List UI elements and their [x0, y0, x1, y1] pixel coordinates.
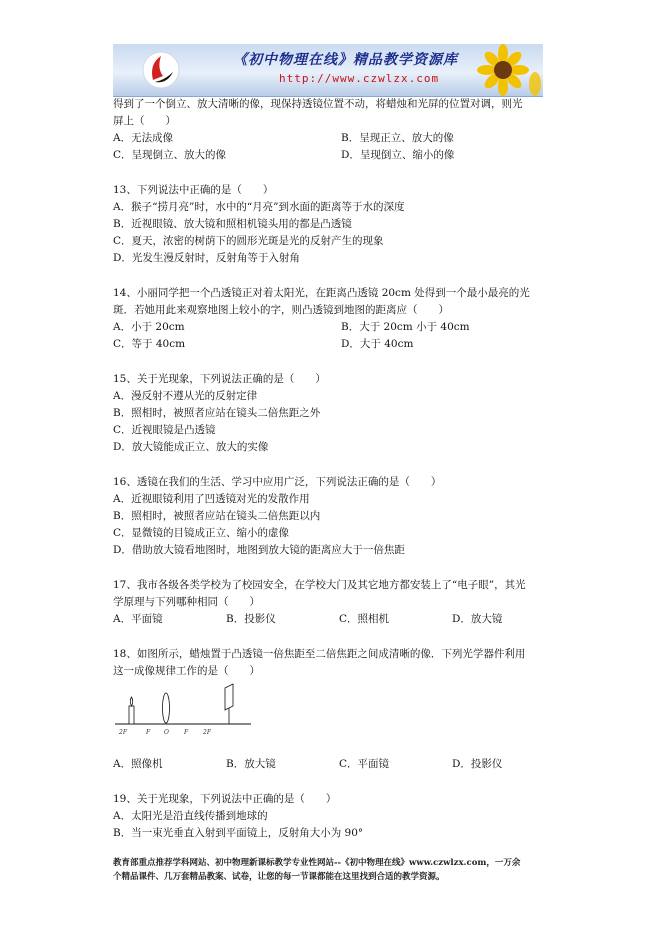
- banner-url: http://www.czwlzx.com: [279, 72, 440, 85]
- footer-line: 教育部重点推荐学科网站、初中物理新课标教学专业性网站--《初中物理在线》www.czwlzx.com，一万余: [113, 858, 521, 868]
- option-a: A．照像机: [113, 758, 163, 770]
- option-d: D．光发生漫反射时，反射角等于入射角: [113, 252, 300, 264]
- header-banner: [113, 44, 543, 97]
- screen-icon: [225, 684, 233, 724]
- option-c: C．显微镜的目镜成正立、缩小的虚像: [113, 527, 290, 539]
- option-a: A．近视眼镜利用了凹透镜对光的发散作用: [113, 493, 310, 505]
- convex-lens-icon: [163, 693, 170, 723]
- option-b: B．放大镜: [226, 758, 276, 770]
- question-12-tail: [113, 96, 575, 164]
- option-c: C．夏天，浓密的树荫下的圆形光斑是光的反射产生的现象: [113, 235, 384, 247]
- question-stem-line: 斑．若她用此来观察地图上较小的字，则凸透镜到地图的距离应（ ）: [113, 304, 449, 316]
- question-stem-line: 18、如图所示，蜡烛置于凸透镜一倍焦距至二倍焦距之间成清晰的像．下列光学器件利用: [113, 648, 526, 660]
- option-a: A．猴子“捞月亮”时，水中的“月亮”到水面的距离等于水的深度: [113, 201, 405, 213]
- question-16: [113, 474, 575, 559]
- option-d: D．大于 40cm: [341, 338, 414, 350]
- option-b: B．大于 20cm 小于 40cm: [341, 321, 470, 333]
- option-a: A．太阳光是沿直线传播到地球的: [113, 810, 268, 822]
- figure-label-f: F: [146, 729, 151, 736]
- sunflower-icon: [463, 44, 543, 96]
- question-stem-line: 屏上（ ）: [113, 115, 176, 127]
- option-a: A．小于 20cm: [113, 321, 185, 333]
- option-a: A．漫反射不遵从光的反射定律: [113, 390, 258, 402]
- question-stem: 15、关于光现象，下列说法正确的是（ ）: [113, 373, 326, 385]
- option-a: A．无法成像: [113, 132, 174, 144]
- option-d: D．投影仪: [452, 758, 503, 770]
- question-17: [113, 577, 575, 628]
- figure-label-o: O: [164, 729, 169, 736]
- option-b: B．呈现正立、放大的像: [341, 132, 454, 144]
- question-stem: 16、透镜在我们的生活、学习中应用广泛，下列说法正确的是（ ）: [113, 476, 442, 488]
- option-d: D．借助放大镜看地图时，地图到放大镜的距离应大于一倍焦距: [113, 544, 405, 556]
- question-stem-line: 17、我市各级各类学校为了校园安全，在学校大门及其它地方都安装上了“电子眼”，其光: [113, 579, 526, 591]
- option-c: C．呈现倒立、放大的像: [113, 149, 227, 161]
- figure-label-2f: 2F: [203, 729, 211, 736]
- question-13: [113, 182, 575, 267]
- question-stem-line: 这一成像规律工作的是（ ）: [113, 665, 260, 677]
- option-b: B．当一束光垂直入射到平面镜上，反射角大小为 90°: [113, 827, 364, 839]
- option-b: B．投影仪: [226, 613, 276, 625]
- option-c: C．平面镜: [339, 758, 390, 770]
- banner-title: 《初中物理在线》精品教学资源库: [233, 52, 458, 68]
- option-c: C．近视眼镜是凸透镜: [113, 424, 216, 436]
- optics-bench-diagram: [113, 682, 253, 746]
- question-14: [113, 285, 575, 353]
- question-stem: 19、关于光现象，下列说法中正确的是（ ）: [113, 793, 337, 805]
- figure-label-f: F: [184, 729, 189, 736]
- option-c: C．等于 40cm: [113, 338, 186, 350]
- figure-label-2f: 2F: [119, 729, 127, 736]
- question-19: [113, 791, 575, 842]
- question-stem-line: 学原理与下列哪种相同（ ）: [113, 596, 260, 608]
- question-stem: 13、下列说法中正确的是（ ）: [113, 184, 274, 196]
- option-b: B．近视眼镜、放大镜和照相机镜头用的都是凸透镜: [113, 218, 352, 230]
- option-c: C．照相机: [339, 613, 390, 625]
- option-b: B．照相时，被照者应站在镜头二倍焦距之外: [113, 407, 321, 419]
- option-a: A．平面镜: [113, 613, 163, 625]
- question-stem-line: 得到了一个倒立、放大清晰的像，现保持透镜位置不动，将蜡烛和光屏的位置对调，则光: [113, 98, 523, 110]
- option-d: D．放大镜: [452, 613, 503, 625]
- candle-icon: [129, 697, 134, 724]
- page-footer: [113, 856, 575, 884]
- footer-line: 个精品课件、几万套精品教案、试卷，让您的每一节课都能在这里找到合适的教学资源。: [113, 872, 445, 882]
- site-logo-icon: [141, 50, 181, 90]
- option-d: D．呈现倒立、缩小的像: [341, 149, 455, 161]
- question-15: [113, 371, 575, 456]
- question-content: [113, 96, 575, 842]
- option-b: B．照相时，被照者应站在镜头二倍焦距以内: [113, 510, 321, 522]
- question-18: [113, 646, 575, 773]
- question-stem-line: 14、小丽同学把一个凸透镜正对着太阳光，在距离凸透镜 20cm 处得到一个最小最亮的光: [113, 287, 530, 299]
- option-d: D．放大镜能成正立、放大的实像: [113, 441, 269, 453]
